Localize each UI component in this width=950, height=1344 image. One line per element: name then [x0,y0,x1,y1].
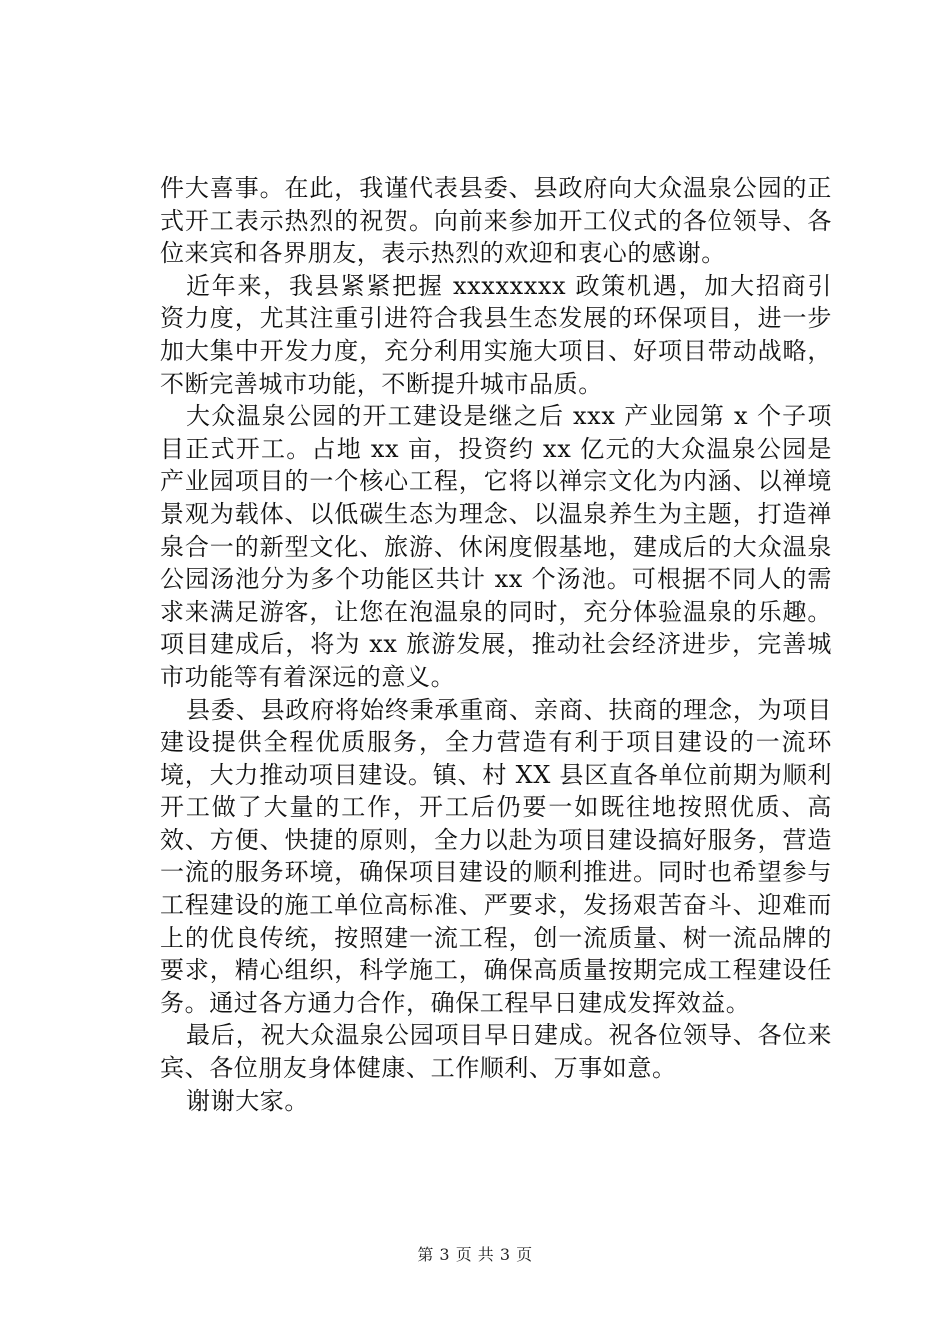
page-number-footer: 第 3 页 共 3 页 [417,1245,533,1264]
paragraph-service: 县委、县政府将始终秉承重商、亲商、扶商的理念，为项目建设提供全程优质服务，全力营造有利于项目建设的一流环境，大力推动项目建设。镇、村 XX 县区直各单位前期为顺利开工做了大量的工作，开工后仍要一如既往地按照优质、高效、方便、快捷的原则，全力以赴为项目建设搞好服务，营造一流的服务环境，确保项目建设的顺利推进。同时也希望参与工程建设的施工单位高标准、严要求，发扬艰苦奋斗、迎难而上的优良传统，按照建一流工程，创一流质量、树一流品牌的要求，精心组织，科学施工，确保高质量按期完成工程建设任务。通过各方通力合作，确保工程早日建成发挥效益。 [160,695,832,1017]
paragraph-wishes: 最后，祝大众温泉公园项目早日建成。祝各位领导、各位来宾、各位朋友身体健康、工作顺利、万事如意。 [160,1021,832,1083]
document-body [160,172,832,1117]
paragraph-policy: 近年来，我县紧紧把握 xxxxxxxx 政策机遇，加大招商引资力度，尤其注重引进符合我县生态发展的环保项目，进一步加大集中开发力度，充分利用实施大项目、好项目带动战略，不断完善城市功能，不断提升城市品质。 [160,271,832,398]
paragraph-project: 大众温泉公园的开工建设是继之后 xxx 产业园第 x 个子项目正式开工。占地 xx 亩，投资约 xx 亿元的大众温泉公园是产业园项目的一个核心工程，它将以禅宗文化为内涵、以禅境景观为载体、以低碳生态为理念、以温泉养生为主题，打造禅泉合一的新型文化、旅游、休闲度假基地，建成后的大众温泉公园汤池分为多个功能区共计 xx 个汤池。可根据不同人的需求来满足游客，让您在泡温泉的同时，充分体验温泉的乐趣。项目建成后，将为 xx 旅游发展，推动社会经济进步，完善城市功能等有着深远的意义。 [160,402,832,691]
paragraph-thanks: 谢谢大家。 [186,1086,309,1115]
paragraph-continuation: 件大喜事。在此，我谨代表县委、县政府向大众温泉公园的正式开工表示热烈的祝贺。向前来参加开工仪式的各位领导、各位来宾和各界朋友，表示热烈的欢迎和衷心的感谢。 [160,174,832,268]
